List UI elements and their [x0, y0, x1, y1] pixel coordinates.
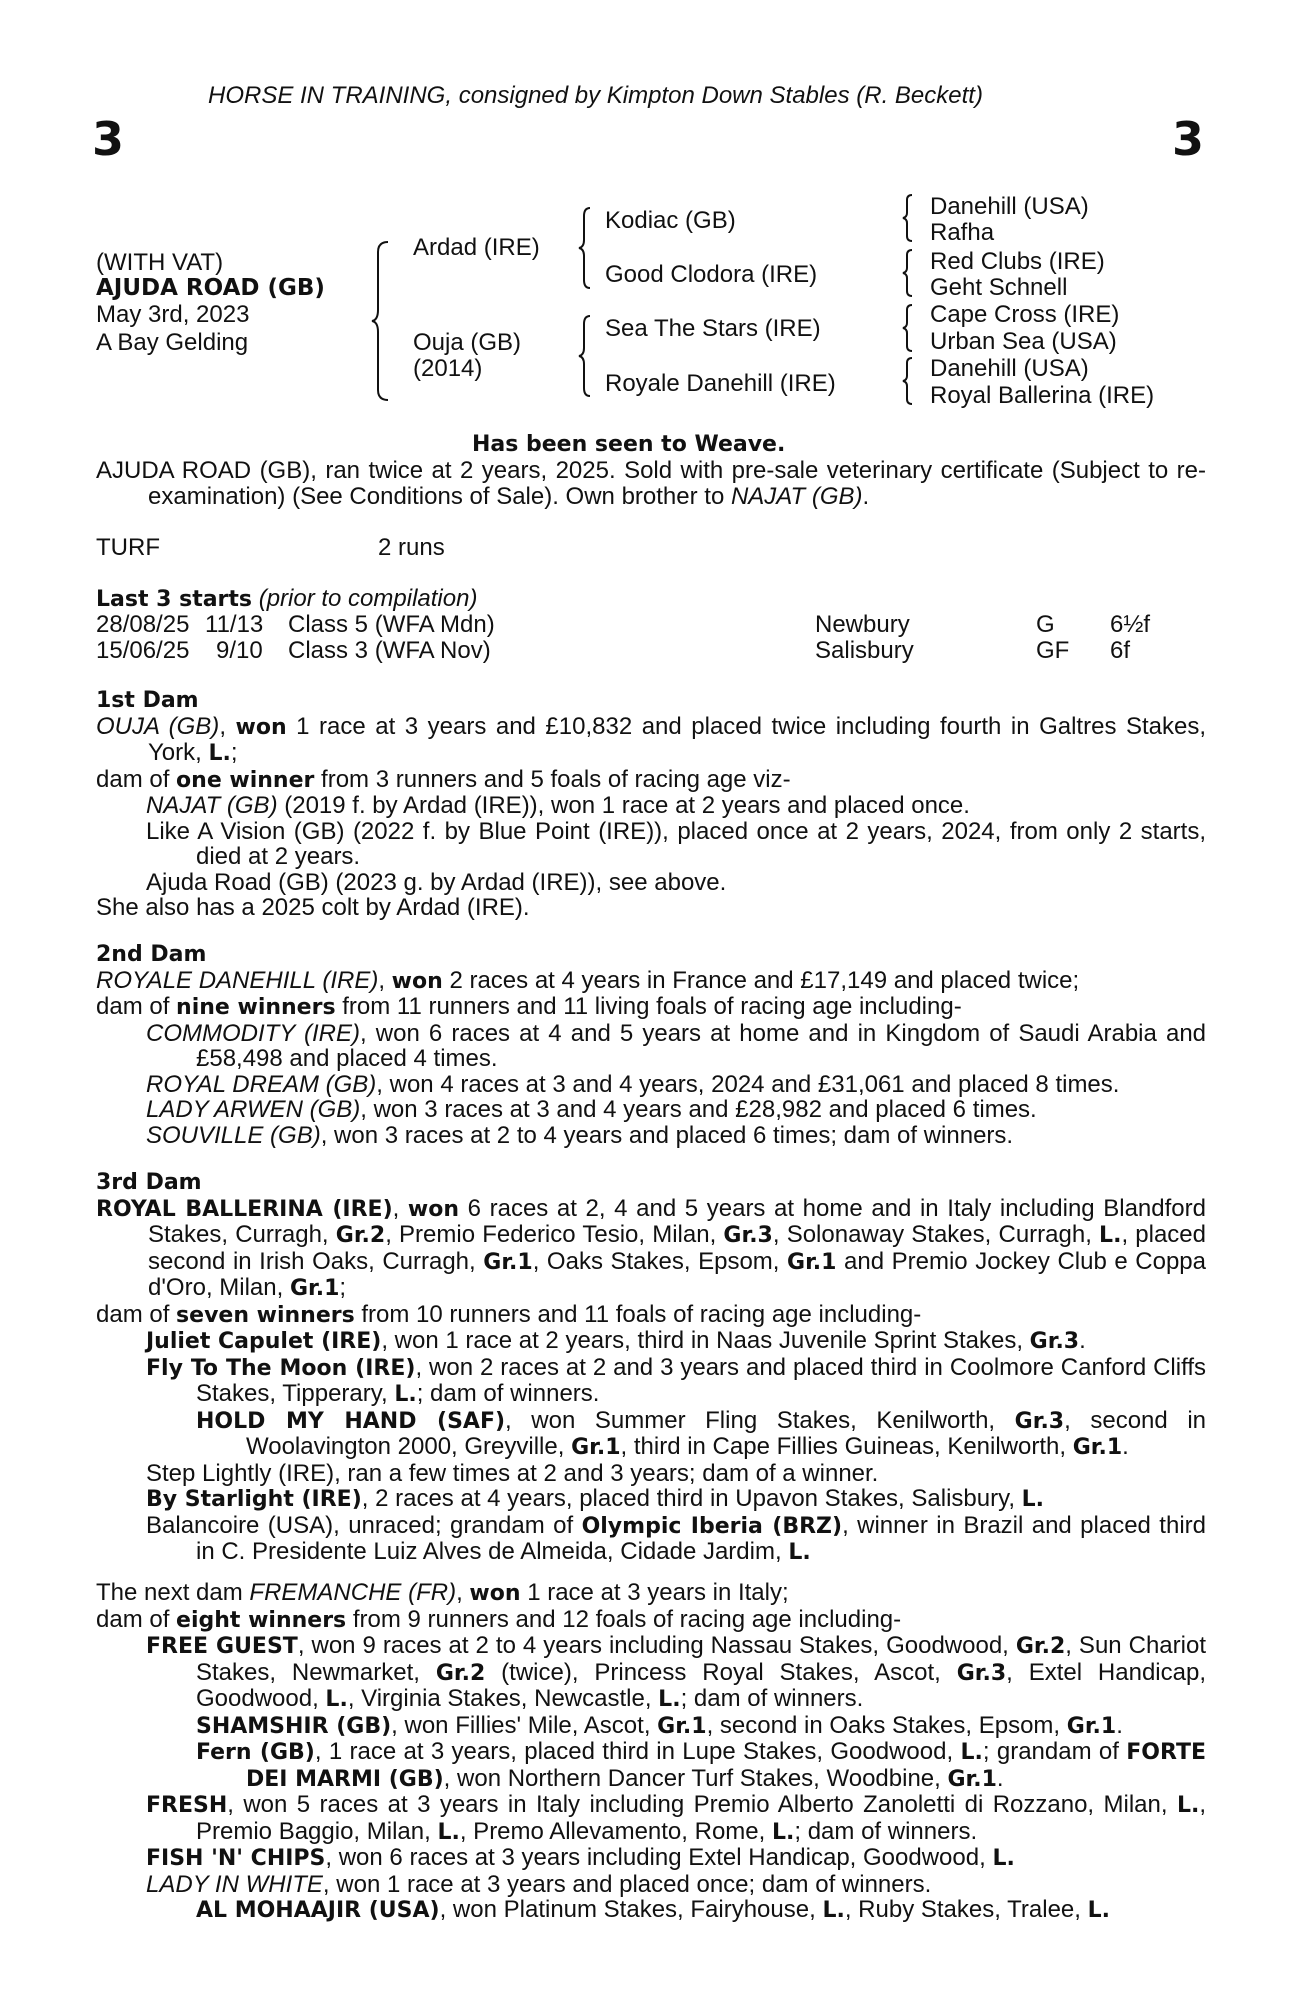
- pedigree-g3-7: Danehill (USA): [930, 355, 1089, 382]
- catalogue-header: HORSE IN TRAINING, consigned by Kimpton Down Stables (R. Beckett): [208, 82, 983, 109]
- pedigree-brace-sire: [576, 206, 596, 290]
- horse-foaled: May 3rd, 2023: [96, 301, 250, 328]
- second-dam-section: 2nd Dam ROYALE DANEHILL (IRE), won 2 races at 4 years in France and £17,149 and placed twice; dam of nine winners from 11 runners and 11 living foals of racing age including- COMMODITY (IRE), won 6 races at 4 and 5 years at home and in Kingdom of Saudi Arabia and £58,498 and placed 4 times. ROYAL DREAM (GB), won 4 races at 3 and 4 years, 2024 and £31,061 and placed 8 times. LADY ARWEN (GB), won 3 races at 3 and 4 years and £28,982 and placed 6 times. SOUVILLE (GB), won 3 races at 2 to 4 years and placed 6 times; dam of winners.: [96, 942, 1207, 1149]
- pedigree-g3-2: Rafha: [930, 219, 995, 246]
- pedigree-brace-g3-3: [900, 303, 918, 353]
- pedigree-brace-g3-4: [900, 356, 918, 406]
- horse-name: AJUDA ROAD (GB): [96, 275, 325, 301]
- pedigree-dam: Ouja (GB): [413, 329, 522, 356]
- summary-sibling: NAJAT (GB): [730, 482, 863, 510]
- first-dam-heading: 1st Dam: [96, 688, 199, 713]
- third-dam-section: 3rd Dam ROYAL BALLERINA (IRE), won 6 races at 2, 4 and 5 years at home and in Italy including Blandford Stakes, Curragh, Gr.2, Premio Federico Tesio, Milan, Gr.3, Solonaway Stakes, Curragh, L., placed second in Irish Oaks, Curragh, Gr.1, Oaks Stakes, Epsom, Gr.1 and Premio Jockey Club e Coppa d'Oro, Milan, Gr.1; dam of seven winners from 10 runners and 11 foals of racing age including- Juliet Capulet (IRE), won 1 race at 2 years, third in Naas Juvenile Sprint Stakes, Gr.3. Fly To The Moon (IRE), won 2 races at 2 and 3 years and placed third in Coolmore Canford Cliffs Stakes, Tipperary, L.; dam of winners. HOLD MY HAND (SAF), won Summer Fling Stakes, Kenilworth, Gr.3, second in Woolavington 2000, Greyville, Gr.1, third in Cape Fillies Guineas, Kenilworth, Gr.1. Step Lightly (IRE), ran a few times at 2 and 3 years; dam of a winner. By Starlight (IRE), 2 races at 4 years, placed third in Upavon Stakes, Salisbury, L. Balancoire (USA), unraced; grandam of Olympic Iberia (BRZ), winner in Brazil and placed third in C. Presidente Luiz Alves de Almeida, Cidade Jardim, L.: [96, 1170, 1207, 1565]
- pedigree-g3-1: Danehill (USA): [930, 193, 1089, 220]
- pedigree-g3-8: Royal Ballerina (IRE): [930, 382, 1155, 409]
- pedigree-g3-3: Red Clubs (IRE): [930, 248, 1105, 275]
- pedigree-brace-g3-2: [900, 248, 918, 298]
- pedigree-dam-dam: Royale Danehill (IRE): [605, 370, 836, 397]
- turf-runs: 2 runs: [378, 534, 445, 561]
- horse-description: A Bay Gelding: [96, 329, 249, 356]
- pedigree-dam-year: (2014): [413, 355, 483, 382]
- summary-paragraph: AJUDA ROAD (GB), ran twice at 2 years, 2025. Sold with pre-sale veterinary certificate (Subject to re-examination) (See Conditions of Sale). Own brother to NAJAT (GB).: [96, 457, 1206, 510]
- race-row-1: 28/08/25 11/13 Class 5 (WFA Mdn) Newbury G 6½f: [96, 611, 1151, 638]
- pedigree-brace-g3-1: [900, 193, 918, 243]
- turf-label: TURF: [96, 534, 160, 561]
- lot-number-left: 3: [92, 112, 125, 166]
- pedigree-brace-dam: [576, 314, 596, 398]
- pedigree-sire: Ardad (IRE): [413, 234, 540, 261]
- next-dam-section: The next dam FREMANCHE (FR), won 1 race at 3 years in Italy; dam of eight winners from 9 runners and 12 foals of racing age including- FREE GUEST, won 9 races at 2 to 4 years including Nassau Stakes, Goodwood, Gr.2, Sun Chariot Stakes, Newmarket, Gr.2 (twice), Princess Royal Stakes, Ascot, Gr.3, Extel Handicap, Goodwood, L., Virginia Stakes, Newcastle, L.; dam of winners. SHAMSHIR (GB), won Fillies' Mile, Ascot, Gr.1, second in Oaks Stakes, Epsom, Gr.1. Fern (GB), 1 race at 3 years, placed third in Lupe Stakes, Goodwood, L.; grandam of FORTE DEI MARMI (GB), won Northern Dancer Turf Stakes, Woodbine, Gr.1. FRESH, won 5 races at 3 years in Italy including Premio Alberto Zanoletti di Rozzano, Milan, L., Premio Baggio, Milan, L., Premo Allevamento, Rome, L.; dam of winners. FISH 'N' CHIPS, won 6 races at 3 years including Extel Handicap, Goodwood, L. LADY IN WHITE, won 1 race at 3 years and placed once; dam of winners. AL MOHAAJIR (USA), won Platinum Stakes, Fairyhouse, L., Ruby Stakes, Tralee, L.: [96, 1579, 1206, 1923]
- pedigree-g3-4: Geht Schnell: [930, 274, 1068, 301]
- pedigree-sire-dam: Good Clodora (IRE): [605, 261, 818, 288]
- lot-number-right: 3: [1172, 112, 1205, 166]
- race-row-2: 15/06/25 9/10 Class 3 (WFA Nov) Salisbury GF 6f: [96, 637, 1131, 664]
- vat-note: (WITH VAT): [96, 249, 224, 276]
- first-dam-section: 1st Dam OUJA (GB), won 1 race at 3 years and £10,832 and placed twice including fourth in Galtres Stakes, York, L.; dam of one winner from 3 runners and 5 foals of racing age viz- NAJAT (GB) (2019 f. by Ardad (IRE)), won 1 race at 2 years and placed once. Like A Vision (GB) (2022 f. by Blue Point (IRE)), placed once at 2 years, 2024, from only 2 starts, died at 2 years. Ajuda Road (GB) (2023 g. by Ardad (IRE)), see above. She also has a 2025 colt by Ardad (IRE).: [96, 688, 1207, 921]
- last-starts-heading: Last 3 starts (prior to compilation): [96, 585, 478, 612]
- third-dam-heading: 3rd Dam: [96, 1170, 202, 1195]
- second-dam-heading: 2nd Dam: [96, 942, 207, 967]
- vice-note: Has been seen to Weave.: [472, 432, 786, 457]
- pedigree-brace-main: [370, 240, 394, 402]
- pedigree-g3-5: Cape Cross (IRE): [930, 301, 1120, 328]
- pedigree-dam-sire: Sea The Stars (IRE): [605, 315, 821, 342]
- pedigree-g3-6: Urban Sea (USA): [930, 328, 1117, 355]
- pedigree-sire-sire: Kodiac (GB): [605, 207, 736, 234]
